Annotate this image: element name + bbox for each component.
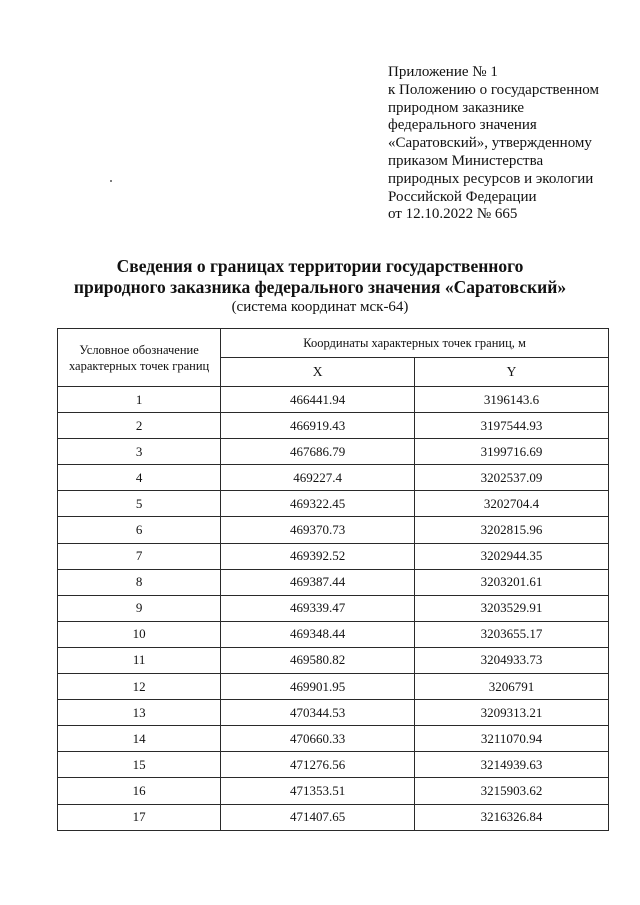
appendix-line: Приложение № 1 [388,64,498,80]
y-coordinate-cell: 3202944.35 [415,543,609,569]
x-coordinate-cell: 469901.95 [221,674,415,700]
point-number-cell: 16 [58,778,221,804]
coordinate-system-subtitle: (система координат мск-64) [231,299,409,315]
point-number-cell: 2 [58,413,221,439]
x-coordinate-cell: 467686.79 [221,439,415,465]
header-y: Y [415,358,609,387]
appendix-line: приказом Министерства [388,152,544,169]
title-line-1: Сведения о границах территории государственного [116,256,524,276]
x-coordinate-cell: 469227.4 [221,465,415,491]
table-row [58,700,609,726]
table-row [58,491,609,517]
table-row [58,439,609,465]
y-coordinate-cell: 3196143.6 [415,387,609,413]
appendix-line: «Саратовский», утвержденному [388,135,592,152]
x-coordinate-cell: 471353.51 [221,778,415,804]
y-coordinate-cell: 3204933.73 [415,647,609,673]
point-number-cell: 3 [58,439,221,465]
point-number-cell: 4 [58,465,221,491]
table-row [58,517,609,543]
table-row [58,726,609,752]
point-number-cell: 6 [58,517,221,543]
table-row [58,569,609,595]
scan-speck [110,180,112,182]
x-coordinate-cell: 470660.33 [221,726,415,752]
y-coordinate-cell: 3209313.21 [415,700,609,726]
x-coordinate-cell: 469348.44 [221,621,415,647]
x-coordinate-cell: 466441.94 [221,387,415,413]
table-row [58,413,609,439]
x-coordinate-cell: 469387.44 [221,569,415,595]
x-coordinate-cell: 470344.53 [221,700,415,726]
point-number-cell: 12 [58,674,221,700]
x-coordinate-cell: 469392.52 [221,543,415,569]
table-row [58,543,609,569]
y-coordinate-cell: 3214939.63 [415,752,609,778]
point-number-cell: 10 [58,621,221,647]
document-title [0,256,640,317]
y-coordinate-cell: 3202815.96 [415,517,609,543]
table-row [58,595,609,621]
point-number-cell: 9 [58,595,221,621]
point-number-cell: 15 [58,752,221,778]
header-x: X [221,358,415,387]
point-number-cell: 11 [58,647,221,673]
y-coordinate-cell: 3215903.62 [415,778,609,804]
title-line-2: природного заказника федерального значения «Саратовский» [73,277,567,297]
table-row [58,647,609,673]
appendix-line: от 12.10.2022 № 665 [388,206,518,223]
y-coordinate-cell: 3202537.09 [415,465,609,491]
header-coordinates: Координаты характерных точек границ, м [221,329,609,358]
x-coordinate-cell: 469370.73 [221,517,415,543]
appendix-line: федерального значения [388,117,537,134]
x-coordinate-cell: 471407.65 [221,804,415,830]
point-number-cell: 17 [58,804,221,830]
appendix-line: к Положению о государственном [388,81,599,98]
x-coordinate-cell: 466919.43 [221,413,415,439]
point-number-cell: 14 [58,726,221,752]
table-row [58,387,609,413]
table-row [58,621,609,647]
table-body [58,387,609,831]
point-number-cell: 8 [58,569,221,595]
y-coordinate-cell: 3202704.4 [415,491,609,517]
y-coordinate-cell: 3197544.93 [415,413,609,439]
header-point-label: Условное обозначение характерных точек границ [58,329,221,387]
table-row [58,674,609,700]
point-number-cell: 7 [58,543,221,569]
point-number-cell: 5 [58,491,221,517]
coordinates-table [57,328,609,831]
table-row [58,752,609,778]
y-coordinate-cell: 3211070.94 [415,726,609,752]
table-row [58,804,609,830]
table-row [58,778,609,804]
y-coordinate-cell: 3206791 [415,674,609,700]
y-coordinate-cell: 3199716.69 [415,439,609,465]
point-number-cell: 13 [58,700,221,726]
x-coordinate-cell: 469322.45 [221,491,415,517]
y-coordinate-cell: 3203655.17 [415,621,609,647]
appendix-line: Российской Федерации [388,188,537,205]
y-coordinate-cell: 3216326.84 [415,804,609,830]
table-row [58,465,609,491]
x-coordinate-cell: 469580.82 [221,647,415,673]
x-coordinate-cell: 471276.56 [221,752,415,778]
appendix-note [388,64,628,224]
point-number-cell: 1 [58,387,221,413]
appendix-line: природном заказнике [388,99,525,116]
y-coordinate-cell: 3203201.61 [415,569,609,595]
x-coordinate-cell: 469339.47 [221,595,415,621]
y-coordinate-cell: 3203529.91 [415,595,609,621]
appendix-line: природных ресурсов и экологии [388,170,594,187]
